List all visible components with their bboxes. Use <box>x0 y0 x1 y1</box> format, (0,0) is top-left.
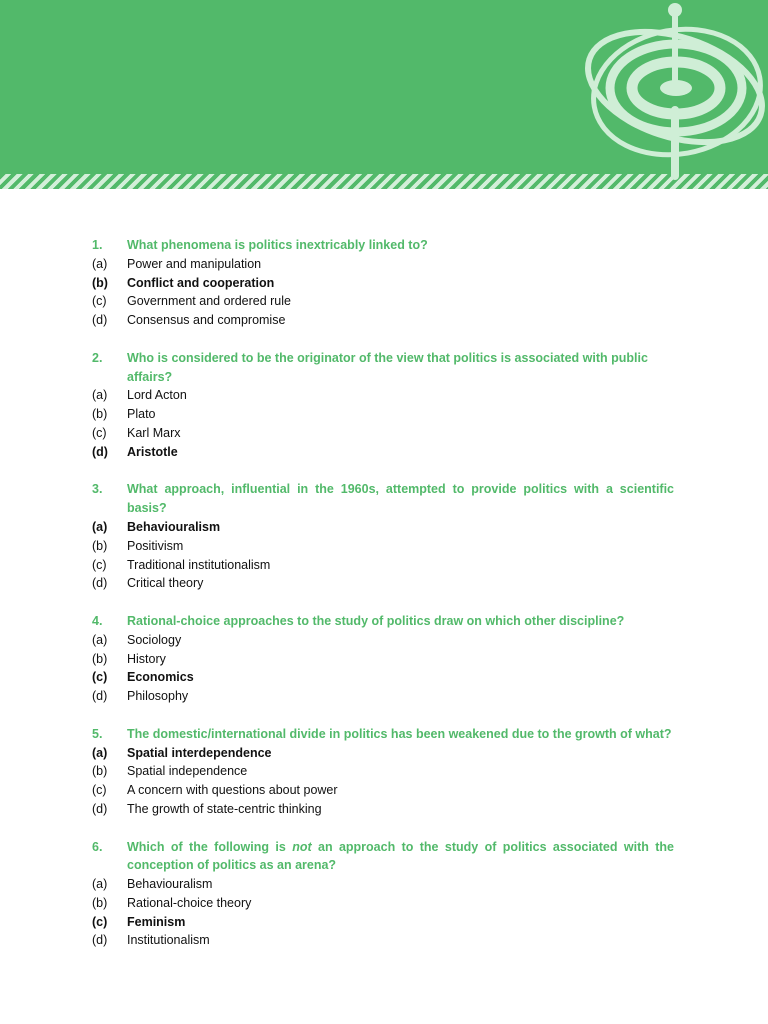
option-c-correct <box>92 668 674 687</box>
option-label: (a) <box>92 877 108 892</box>
option-a <box>92 255 674 274</box>
option-d <box>92 574 674 593</box>
question-text: The domestic/international divide in politics has been weakened due to the growth of what? <box>127 726 672 741</box>
question-2 <box>92 349 674 462</box>
question-text-start: Which of the following is <box>127 839 293 854</box>
option-c <box>92 781 674 800</box>
option-a <box>92 386 674 405</box>
question-text-emphasis: not <box>292 839 312 854</box>
option-b <box>92 537 674 556</box>
gyroscope-icon <box>580 0 768 180</box>
option-label: (b) <box>92 538 108 553</box>
option-label: (a) <box>92 519 108 534</box>
option-text: Feminism <box>127 914 186 929</box>
option-text: Critical theory <box>127 576 204 591</box>
option-a <box>92 631 674 650</box>
option-label: (b) <box>92 764 108 779</box>
option-b <box>92 762 674 781</box>
question-number: 2. <box>92 350 103 365</box>
option-label: (b) <box>92 651 108 666</box>
question-text <box>127 838 674 876</box>
question-3 <box>92 480 674 593</box>
option-b <box>92 405 674 424</box>
option-label: (d) <box>92 444 108 459</box>
option-text: Government and ordered rule <box>127 294 291 309</box>
option-text: History <box>127 651 166 666</box>
option-d <box>92 931 674 950</box>
question-text: Rational-choice approaches to the study of politics draw on which other discipline? <box>127 613 625 628</box>
option-c <box>92 292 674 311</box>
option-text: Economics <box>127 670 194 685</box>
option-c <box>92 556 674 575</box>
option-text: Power and manipulation <box>127 256 262 271</box>
option-a-correct <box>92 744 674 763</box>
option-label: (b) <box>92 407 108 422</box>
option-b-correct <box>92 274 674 293</box>
question-1 <box>92 236 674 330</box>
option-text: Rational-choice theory <box>127 895 252 910</box>
option-text: Behaviouralism <box>127 877 213 892</box>
option-label: (c) <box>92 670 108 685</box>
option-label: (a) <box>92 256 108 271</box>
option-d <box>92 687 674 706</box>
question-text: Who is considered to be the originator of the view that politics is associated with public affairs? <box>127 350 648 384</box>
option-b <box>92 650 674 669</box>
question-number: 5. <box>92 726 103 741</box>
option-label: (c) <box>92 783 107 798</box>
question-text-end: an approach to the study of politics associated with the conception of politics as an arena? <box>127 839 674 873</box>
option-text: Plato <box>127 407 156 422</box>
question-number: 3. <box>92 482 103 497</box>
option-c <box>92 424 674 443</box>
option-label: (d) <box>92 933 108 948</box>
option-text: Traditional institutionalism <box>127 557 271 572</box>
option-label: (a) <box>92 745 108 760</box>
option-text: Philosophy <box>127 689 189 704</box>
quiz <box>92 236 674 969</box>
question-5 <box>92 725 674 819</box>
option-a-correct <box>92 518 674 537</box>
option-text: Spatial interdependence <box>127 745 272 760</box>
option-label: (b) <box>92 275 108 290</box>
option-label: (a) <box>92 388 108 403</box>
option-text: Consensus and compromise <box>127 313 286 328</box>
option-b <box>92 894 674 913</box>
option-d <box>92 800 674 819</box>
option-text: A concern with questions about power <box>127 783 338 798</box>
option-label: (b) <box>92 895 108 910</box>
option-d <box>92 311 674 330</box>
option-label: (c) <box>92 294 107 309</box>
option-text: Positivism <box>127 538 184 553</box>
option-a <box>92 875 674 894</box>
question-6 <box>92 838 674 951</box>
option-text: Karl Marx <box>127 425 181 440</box>
option-d-correct <box>92 443 674 462</box>
option-label: (c) <box>92 914 108 929</box>
option-text: Institutionalism <box>127 933 210 948</box>
question-text: What approach, influential in the 1960s, attempted to provide politics with a scientific basis? <box>127 482 674 516</box>
option-label: (d) <box>92 801 108 816</box>
option-label: (a) <box>92 632 108 647</box>
question-number: 6. <box>92 839 103 854</box>
option-text: Conflict and cooperation <box>127 275 275 290</box>
question-4 <box>92 612 674 706</box>
option-text: Behaviouralism <box>127 519 221 534</box>
option-text: Sociology <box>127 632 182 647</box>
option-text: Lord Acton <box>127 388 187 403</box>
option-label: (d) <box>92 576 108 591</box>
option-label: (d) <box>92 689 108 704</box>
option-text: The growth of state-centric thinking <box>127 801 322 816</box>
option-label: (c) <box>92 425 107 440</box>
option-label: (d) <box>92 313 108 328</box>
option-text: Spatial independence <box>127 764 248 779</box>
option-label: (c) <box>92 557 107 572</box>
option-text: Aristotle <box>127 444 178 459</box>
question-number: 1. <box>92 238 103 252</box>
question-text: What phenomena is politics inextricably linked to? <box>127 238 428 252</box>
question-number: 4. <box>92 613 103 628</box>
option-c-correct <box>92 913 674 932</box>
